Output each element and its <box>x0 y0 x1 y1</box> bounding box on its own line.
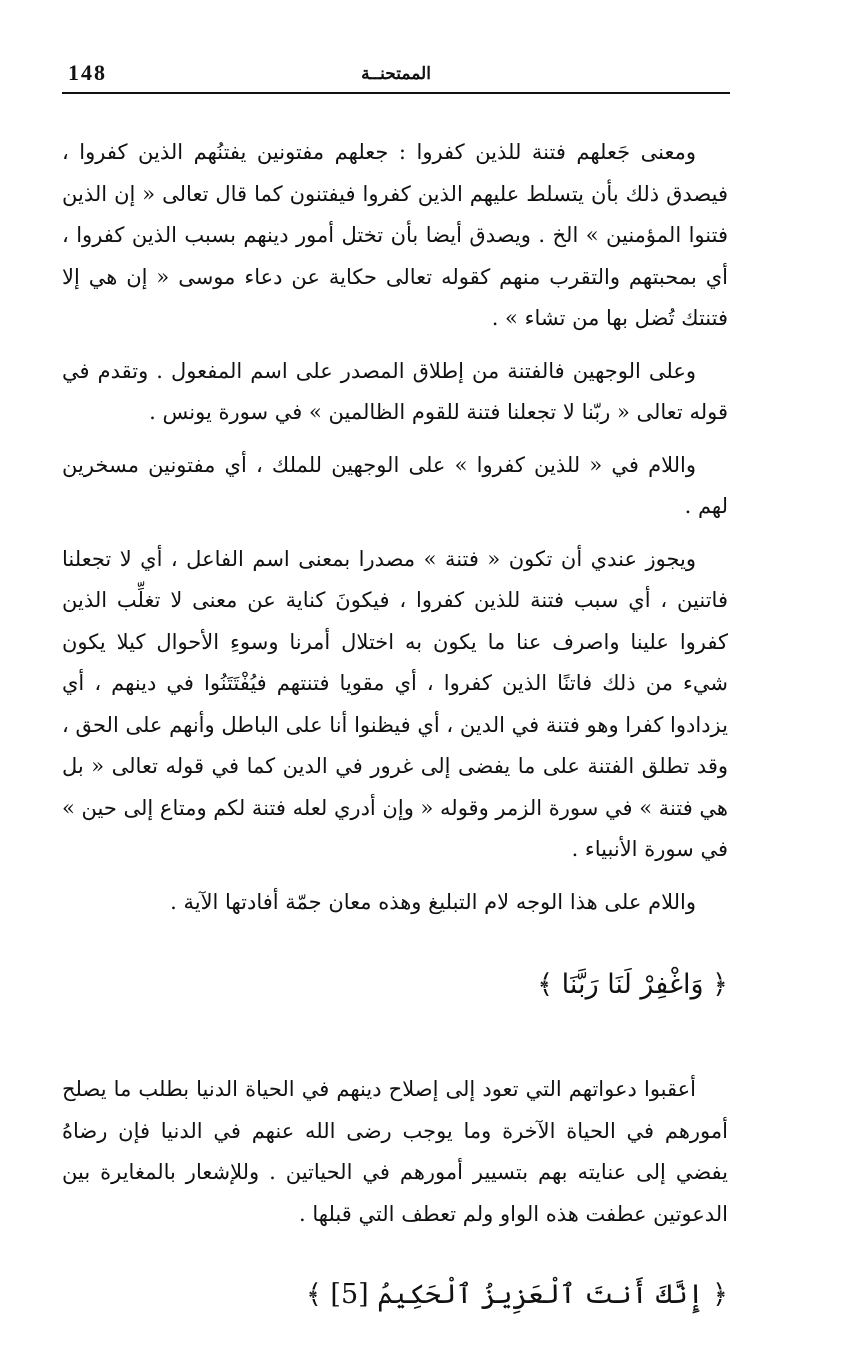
page-header <box>62 56 730 96</box>
quran-verse-2: ﴿ إِنَّكَ أَنتَ ٱلْعَزِيزُ ٱلْحَكِيمُ [5] ﴾ <box>306 1279 728 1310</box>
quran-verse-1: ﴿ وَاغْفِرْ لَنَا رَبَّنَا ﴾ <box>537 969 728 1000</box>
page-number: 148 <box>68 60 107 85</box>
paragraph-1: ومعنى جَعلهم فتنة للذين كفروا : جعلهم مفتونين يفتنُهم الذين كفروا ، فيصدق ذلك بأن يتسلط عليهم الذين كفروا فيفتنون كما قال تعالى « إن الذين فتنوا المؤمنين » الخ . ويصدق أيضا بأن تختل أمور دينهم بسبب الذين كفروا ، أي بمحبتهم والتقرب منهم كقوله تعالى حكاية عن دعاء موسى « إن هي إلا فتنتك تُضل بها من تشاء » . <box>62 140 728 330</box>
text-body <box>62 132 728 1317</box>
paragraph-6: أعقبوا دعواتهم التي تعود إلى إصلاح دينهم في الحياة الدنيا بطلب ما يصلح أمورهم في الحياة الآخرة وما يوجب رضى الله عنهم في الدنيا فإن رضاهُ يفضي إلى عنايته بهم بتسيير أمورهم في الحياتين . وللإشعار بالمغايرة بين الدعوتين عطفت هذه الواو ولم تعطف التي قبلها . <box>62 1077 728 1226</box>
running-title: الممتحنــة <box>361 64 431 84</box>
header-rule <box>62 92 730 94</box>
paragraph-5: واللام على هذا الوجه لام التبليغ وهذه معان جمّة أفادتها الآية . <box>170 889 696 914</box>
paragraph-3: واللام في « للذين كفروا » على الوجهين للملك ، أي مفتونين مسخرين لهم . <box>62 452 728 518</box>
paragraph-4: ويجوز عندي أن تكون « فتنة » مصدرا بمعنى اسم الفاعل ، أي لا تجعلنا فاتنين ، أي سبب فتنة للذين كفروا ، فيكونَ كناية عن معنى لا تغلِّب الذين كفروا علينا واصرف عنا ما يكون به اختلال أمرنا وسوءِ الأحوال كيلا يكون شيء من ذلك فاتنًا الذين كفروا ، أي مقويا فتنتهم فيُفْتَتَنُوا في دينهم ، أي يزدادوا كفرا وهو فتنة في الدين ، أي فيظنوا أنا على الباطل وأنهم على الحق ، وقد تطلق الفتنة على ما يفضى إلى غرور في الدين كما في قوله تعالى « بل هي فتنة » في سورة الزمر وقوله « وإن أدري لعله فتنة لكم ومتاع إلى حين » في سورة الأنبياء . <box>62 546 728 861</box>
paragraph-2: وعلى الوجهين فالفتنة من إطلاق المصدر على اسم المفعول . وتقدم في قوله تعالى « ربّنا لا تجعلنا فتنة للقوم الظالمين » في سورة يونس . <box>62 358 728 424</box>
